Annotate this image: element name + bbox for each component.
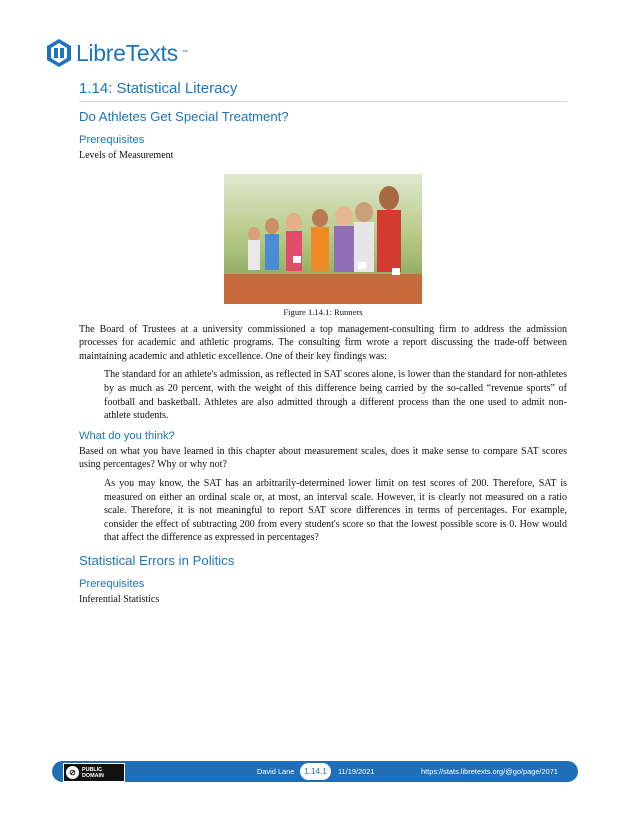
prerequisites-heading: Prerequisites <box>79 134 145 146</box>
logo-wordmark: LibreTexts <box>76 39 178 66</box>
public-domain-icon: ⊘ <box>66 766 79 779</box>
license-line-1: PUBLIC <box>82 766 103 773</box>
think-answer: As you may know, the SAT has an arbitrarily-determined lower limit on test scores of 200. Therefore, SAT is measured on either an ordinal scale or, at most, an interval scale. However, it is clearly not measured on a ratio scale. Therefore, it is not meaningful to report SAT score differences in terms of percentages. For example, consider the effect of subtracting 200 from every student's score so that the lowest possible score is 0. How would that affect the difference as expressed in percentages? <box>104 477 567 544</box>
quote-paragraph: The standard for an athlete's admission, as reflected in SAT scores alone, is lower than the standard for non-athletes by as much as 20 percent, with the weight of this difference being carried by the so-called “revenue sports” of football and basketball. Athletes are also admitted through a different process than the one used to admit non-athlete students. <box>104 369 567 422</box>
section-title-athletes: Do Athletes Get Special Treatment? <box>79 109 289 124</box>
runners-figure <box>79 174 567 317</box>
think-question: Based on what you have learned in this chapter about measurement scales, does it make sense to compare SAT scores using percentages? Why or why not? <box>79 445 567 471</box>
license-line-2: DOMAIN <box>82 772 104 779</box>
footer-author: David Lane <box>257 767 295 776</box>
page-content <box>79 80 567 607</box>
libretexts-logo[interactable] <box>46 38 188 68</box>
what-do-you-think-heading: What do you think? <box>79 429 175 442</box>
footer-url[interactable]: https://stats.libretexts.org/@go/page/2071 <box>421 767 558 776</box>
section-title-politics: Statistical Errors in Politics <box>79 552 235 568</box>
license-label <box>82 767 104 779</box>
runners-photo <box>224 174 422 304</box>
prerequisite-link-levels-of-measurement[interactable]: Levels of Measurement <box>79 150 174 161</box>
footer-page-number: 1.14.1 <box>300 763 331 780</box>
page-title: 1.14: Statistical Literacy <box>79 80 567 102</box>
footer-date: 11/19/2021 <box>338 767 375 776</box>
figure-caption-prefix: Figure <box>283 306 308 317</box>
body-paragraph: The Board of Trustees at a university commissioned a top management-consulting firm to address the admission processes for academic and athletic programs. The consulting firm wrote a report discussing the trade-off between maintaining academic and athletic excellence. One of their key findings was: <box>79 323 567 362</box>
logo-trademark: ™ <box>181 50 188 56</box>
libretexts-logo-icon <box>46 38 72 68</box>
figure-number: 1.14.1 <box>307 306 330 317</box>
prerequisites-heading-2: Prerequisites <box>79 577 145 590</box>
public-domain-badge[interactable] <box>63 763 125 782</box>
figure-caption-text: : Runners <box>329 306 363 317</box>
figure-caption <box>79 307 567 317</box>
prerequisite-link-inferential-statistics[interactable]: Inferential Statistics <box>79 593 160 605</box>
page-footer <box>52 761 578 782</box>
